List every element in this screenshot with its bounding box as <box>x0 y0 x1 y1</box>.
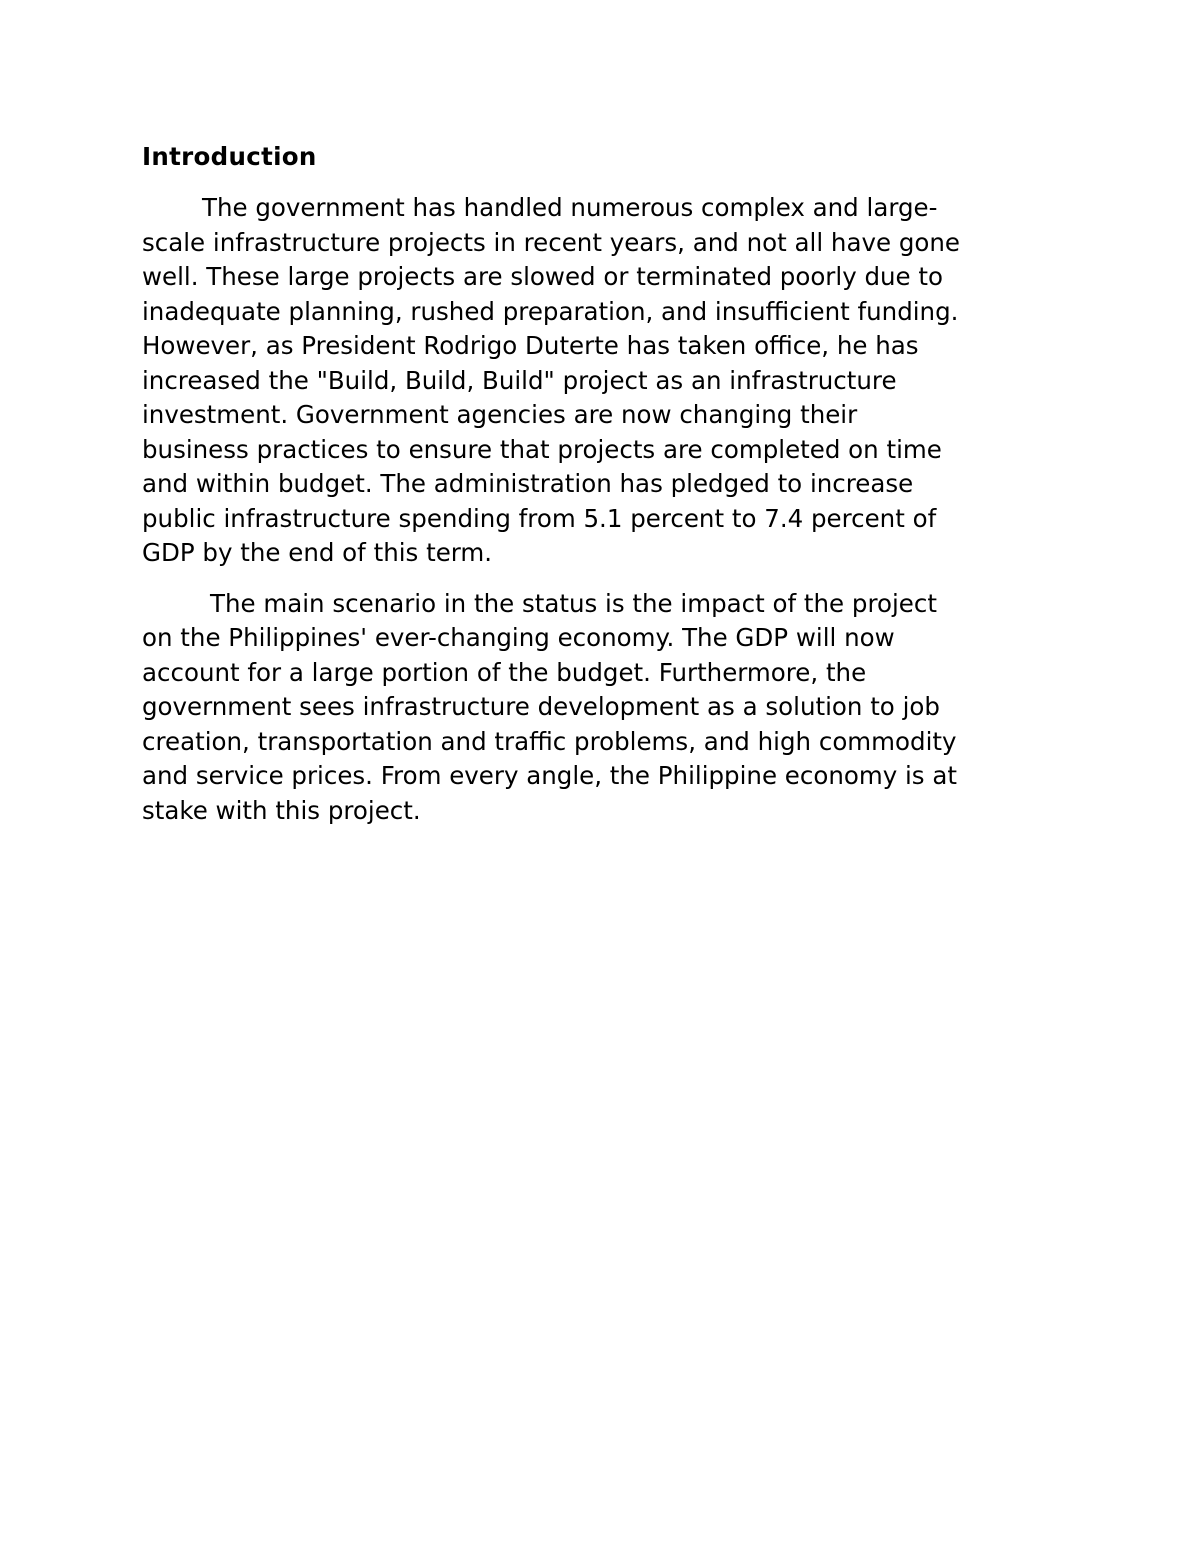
paragraph-line: scale infrastructure projects in recent years, and not all have gone <box>142 227 960 257</box>
paragraph-1 <box>142 191 1062 571</box>
section-heading: Introduction <box>142 142 317 171</box>
paragraph-line: account for a large portion of the budget. Furthermore, the <box>142 657 867 687</box>
paragraph-line: The government has handled numerous complex and large- <box>202 193 938 222</box>
paragraph-line: investment. Government agencies are now changing their <box>142 400 858 429</box>
document-body <box>142 140 1062 828</box>
paragraph-line: business practices to ensure that projects are completed on time <box>142 434 942 464</box>
paragraph-line: government sees infrastructure development as a solution to job <box>142 692 940 721</box>
paragraph-line: and service prices. From every angle, the Philippine economy is at <box>142 761 957 790</box>
paragraph-line: well. These large projects are slowed or terminated poorly due to <box>142 262 944 291</box>
paragraph-line: inadequate planning, rushed preparation, and insufficient funding. <box>142 296 959 326</box>
paragraph-line: However, as President Rodrigo Duterte has taken office, he has <box>142 331 919 360</box>
paragraph-2 <box>142 587 1062 829</box>
paragraph-line: creation, transportation and traffic problems, and high commodity <box>142 726 957 756</box>
paragraph-line: increased the "Build, Build, Build" project as an infrastructure <box>142 365 897 395</box>
paragraph-line: The main scenario in the status is the impact of the project <box>210 588 937 618</box>
paragraph-line: on the Philippines' ever-changing economy. The GDP will now <box>142 623 895 652</box>
paragraph-line: GDP by the end of this term. <box>142 538 493 567</box>
paragraph-line: and within budget. The administration has pledged to increase <box>142 469 914 498</box>
paragraph-line: stake with this project. <box>142 795 421 825</box>
paragraph-line: public infrastructure spending from 5.1 percent to 7.4 percent of <box>142 503 937 533</box>
